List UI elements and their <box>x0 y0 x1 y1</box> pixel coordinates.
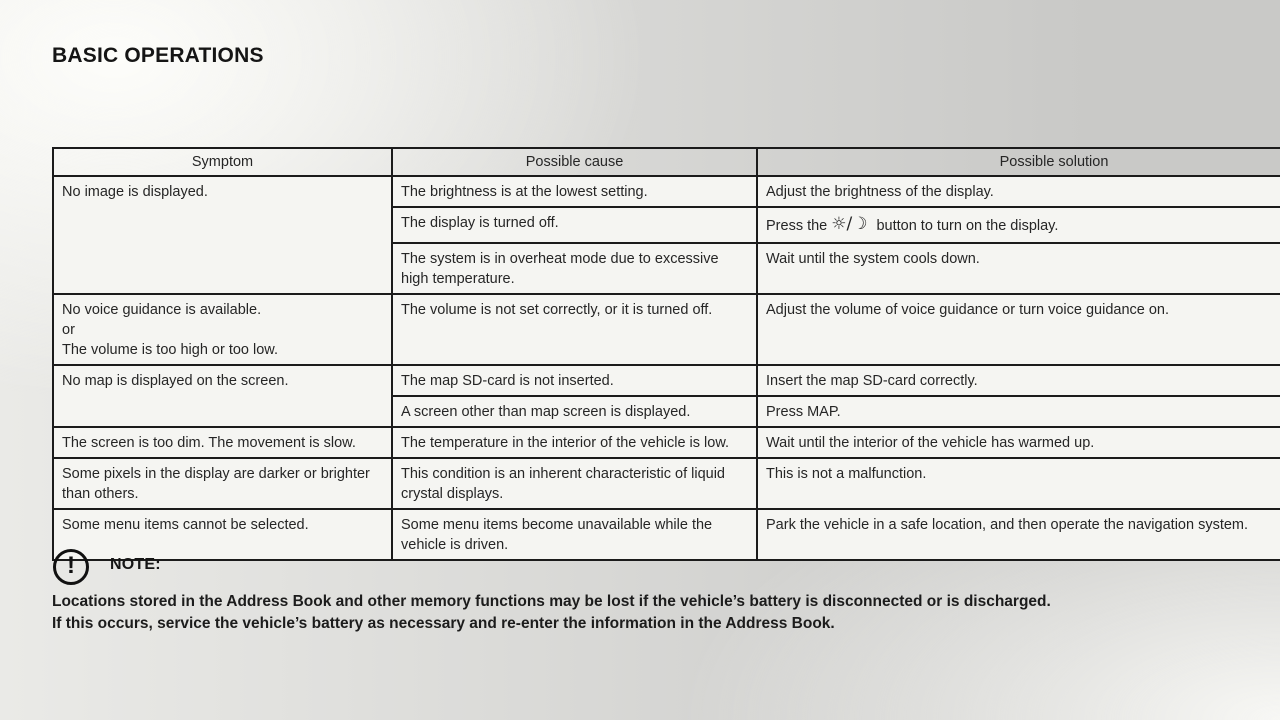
symptom-cell <box>53 294 392 365</box>
table-row <box>53 427 1280 458</box>
note-line: Locations stored in the Address Book and other memory functions may be lost if the vehicle’s battery is disconnected or is discharged. <box>52 593 1051 610</box>
solution-cell: Insert the map SD-card correctly. <box>757 365 1280 396</box>
cause-cell: The temperature in the interior of the vehicle is low. <box>392 427 757 458</box>
table-row <box>53 365 1280 396</box>
cause-cell: The volume is not set correctly, or it is turned off. <box>392 294 757 365</box>
table-row <box>53 509 1280 560</box>
cause-cell: A screen other than map screen is displayed. <box>392 396 757 427</box>
solution-cell: Adjust the brightness of the display. <box>757 176 1280 207</box>
cause-cell: The system is in overheat mode due to excessive high temperature. <box>392 243 757 294</box>
symptom-cell: Some pixels in the display are darker or brighter than others. <box>53 458 392 509</box>
symptom-cell: No image is displayed. <box>53 176 392 294</box>
cause-cell: Some menu items become unavailable while the vehicle is driven. <box>392 509 757 560</box>
solution-cell: Adjust the volume of voice guidance or turn voice guidance on. <box>757 294 1280 365</box>
symptom-cell: The screen is too dim. The movement is slow. <box>53 427 392 458</box>
symptom-line: The volume is too high or too low. <box>62 342 279 358</box>
display-day-night-icon: ☼/☽ <box>831 214 868 234</box>
page-title: BASIC OPERATIONS <box>52 44 264 67</box>
note-text <box>52 591 1051 634</box>
note-label: NOTE: <box>110 556 161 573</box>
solution-cell: Wait until the system cools down. <box>757 243 1280 294</box>
solution-cell: This is not a malfunction. <box>757 458 1280 509</box>
cause-cell: The map SD-card is not inserted. <box>392 365 757 396</box>
symptom-cell: No map is displayed on the screen. <box>53 365 392 427</box>
symptom-line: or <box>62 322 75 338</box>
column-header-possible-cause: Possible cause <box>392 148 757 176</box>
table-header-row <box>53 148 1280 176</box>
solution-text-suffix: button to turn on the display. <box>876 218 1059 234</box>
note-exclamation-icon <box>53 549 89 585</box>
solution-cell: Wait until the interior of the vehicle has warmed up. <box>757 427 1280 458</box>
troubleshooting-table <box>52 147 1280 561</box>
table-row <box>53 294 1280 365</box>
symptom-cell: Some menu items cannot be selected. <box>53 509 392 560</box>
column-header-symptom: Symptom <box>53 148 392 176</box>
table-row <box>53 458 1280 509</box>
cause-cell: The display is turned off. <box>392 207 757 243</box>
table-row <box>53 176 1280 207</box>
note-line: If this occurs, service the vehicle’s battery as necessary and re-enter the information in the Address Book. <box>52 614 835 632</box>
solution-cell: Park the vehicle in a safe location, and then operate the navigation system. <box>757 509 1280 560</box>
note-exclamation-glyph: ! <box>67 552 75 579</box>
solution-text-prefix: Press the <box>766 218 828 234</box>
cause-cell: The brightness is at the lowest setting. <box>392 176 757 207</box>
solution-cell <box>757 207 1280 243</box>
cause-cell: This condition is an inherent characteristic of liquid crystal displays. <box>392 458 757 509</box>
solution-cell: Press MAP. <box>757 396 1280 427</box>
column-header-possible-solution: Possible solution <box>757 148 1280 176</box>
symptom-line: No voice guidance is available. <box>62 302 262 318</box>
